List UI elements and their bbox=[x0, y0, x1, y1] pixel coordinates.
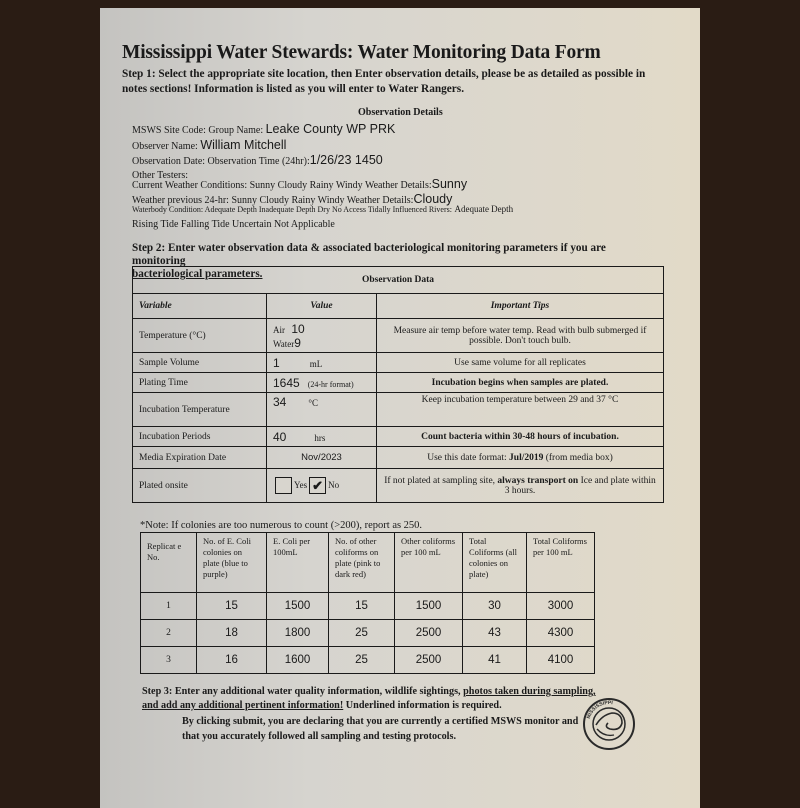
cell-total-colonies[interactable]: 30 bbox=[463, 593, 527, 620]
media-expiration-tip bbox=[377, 447, 664, 469]
sample-volume-unit: mL bbox=[309, 358, 323, 369]
step3-text-end: Underlined information is required. bbox=[343, 700, 502, 711]
air-temp-value[interactable]: 10 bbox=[291, 321, 305, 336]
cell-other-colonies[interactable]: 25 bbox=[329, 647, 395, 674]
sample-volume-value[interactable]: 1 bbox=[273, 355, 280, 370]
temperature-value bbox=[267, 319, 377, 353]
header-total-coliforms-colonies: Total Coliforms (all colonies on plate) bbox=[463, 533, 527, 593]
current-weather-label: Current Weather Conditions: Sunny Cloudy Rainy Windy Weather Details: bbox=[132, 180, 432, 191]
date-line bbox=[132, 153, 383, 167]
media-expiration-label: Media Expiration Date bbox=[133, 447, 267, 469]
check-icon: ✔ bbox=[312, 478, 324, 493]
water-label: Water bbox=[273, 338, 295, 349]
col-tips: Important Tips bbox=[377, 294, 664, 319]
incubation-temp-unit: °C bbox=[308, 398, 318, 408]
sample-volume-tip: Use same volume for all replicates bbox=[377, 353, 664, 373]
header-ecoli-colonies: No. of E. Coli colonies on plate (blue to purple) bbox=[197, 533, 267, 593]
row-plated-onsite bbox=[133, 469, 664, 503]
cell-total-colonies[interactable]: 41 bbox=[463, 647, 527, 674]
step1-instructions: Step 1: Select the appropriate site location, then Enter observation details, please be as detailed as possible in notes sections! Information is listed as you will enter to Water Rangers. bbox=[122, 68, 646, 95]
step3-instructions bbox=[142, 685, 642, 713]
waterbody-value[interactable]: Adequate Depth bbox=[454, 204, 514, 214]
observer-label: Observer Name: bbox=[132, 141, 198, 152]
incubation-period-label: Incubation Periods bbox=[133, 427, 267, 447]
media-expiration-value[interactable]: Nov/2023 bbox=[267, 447, 377, 469]
plating-time-label: Plating Time bbox=[133, 373, 267, 393]
table-row bbox=[141, 647, 595, 674]
plated-onsite-label: Plated onsite bbox=[133, 469, 267, 503]
step3-underlined-2: and add any additional pertinent information! bbox=[142, 700, 344, 711]
header-total-coliforms-per-100ml: Total Coliforms per 100 mL bbox=[527, 533, 595, 593]
incubation-temp-tip: Keep incubation temperature between 29 and 37 °C bbox=[377, 393, 664, 427]
tip-format-example: Jul/2019 bbox=[509, 452, 544, 463]
no-checkbox[interactable] bbox=[309, 477, 326, 494]
tip-text-end: Ice and plate within 3 hours. bbox=[504, 475, 656, 496]
current-weather-value[interactable]: Sunny bbox=[431, 177, 468, 191]
cell-replicate: 2 bbox=[141, 620, 197, 647]
step3-underlined-1: photos taken during sampling, bbox=[463, 686, 596, 697]
sample-volume-cell bbox=[267, 353, 377, 373]
replicate-header-row bbox=[141, 533, 595, 593]
cell-ecoli-colonies[interactable]: 16 bbox=[197, 647, 267, 674]
cell-ecoli-per-100ml[interactable]: 1800 bbox=[267, 620, 329, 647]
yes-checkbox[interactable] bbox=[275, 477, 292, 494]
temperature-tip: Measure air temp before water temp. Read with bulb submerged if possible. Don't touch bulb. bbox=[377, 319, 664, 353]
yes-label: Yes bbox=[294, 479, 308, 490]
cell-other-per-100ml[interactable]: 1500 bbox=[395, 593, 463, 620]
cell-total-per-100ml[interactable]: 3000 bbox=[527, 593, 595, 620]
plated-onsite-cell bbox=[267, 469, 377, 503]
incubation-period-cell bbox=[267, 427, 377, 447]
row-incubation-period bbox=[133, 427, 664, 447]
form-title: Mississippi Water Stewards: Water Monitoring Data Form bbox=[122, 42, 601, 63]
cell-total-per-100ml[interactable]: 4300 bbox=[527, 620, 595, 647]
incubation-period-tip: Count bacteria within 30-48 hours of incubation. bbox=[377, 427, 664, 447]
site-code-label: MSWS Site Code: Group Name: bbox=[132, 125, 264, 136]
incubation-period-value[interactable]: 40 bbox=[273, 429, 287, 444]
incubation-temp-cell bbox=[267, 393, 377, 427]
group-name-value[interactable]: Leake County WP PRK bbox=[265, 122, 396, 136]
incubation-temp-value[interactable]: 34 bbox=[273, 395, 287, 409]
cell-total-colonies[interactable]: 43 bbox=[463, 620, 527, 647]
cell-other-per-100ml[interactable]: 2500 bbox=[395, 647, 463, 674]
col-value: Value bbox=[267, 294, 377, 319]
current-weather-line bbox=[132, 177, 467, 191]
observer-name-value[interactable]: William Mitchell bbox=[200, 138, 287, 152]
step2-text: Step 2: Enter water observation data & associated bacteriological monitoring parameters if you are monitoring bbox=[132, 242, 606, 267]
header-ecoli-per-100ml: E. Coli per 100mL bbox=[267, 533, 329, 593]
colonies-note: *Note: If colonies are too numerous to count (>200), report as 250. bbox=[140, 520, 423, 531]
observation-data-table bbox=[132, 266, 664, 503]
temperature-label: Temperature (°C) bbox=[133, 319, 267, 353]
observer-line bbox=[132, 138, 286, 152]
cell-replicate: 1 bbox=[141, 593, 197, 620]
plating-time-value[interactable]: 1645 bbox=[273, 375, 300, 390]
incubation-temp-label: Incubation Temperature bbox=[133, 393, 267, 427]
cell-ecoli-per-100ml[interactable]: 1600 bbox=[267, 647, 329, 674]
no-label: No bbox=[328, 479, 340, 490]
cell-ecoli-colonies[interactable]: 15 bbox=[197, 593, 267, 620]
header-other-coliforms-colonies: No. of other coliforms on plate (pink to dark red) bbox=[329, 533, 395, 593]
tip-text-end: (from media box) bbox=[543, 452, 613, 463]
step3-text: Step 3: Enter any additional water quality information, wildlife sightings, bbox=[142, 686, 464, 697]
row-temperature bbox=[133, 319, 664, 353]
group-name-line bbox=[132, 122, 395, 136]
mississippi-water-stewards-seal-icon bbox=[582, 697, 636, 751]
plating-time-cell bbox=[267, 373, 377, 393]
row-media-expiration bbox=[133, 447, 664, 469]
tip-text: If not plated at sampling site, bbox=[384, 475, 498, 486]
cell-other-colonies[interactable]: 25 bbox=[329, 620, 395, 647]
table-row bbox=[141, 593, 595, 620]
prev-weather-value[interactable]: Cloudy bbox=[413, 192, 453, 206]
observation-details-heading: Observation Details bbox=[358, 107, 443, 118]
header-replicate: Replicat e No. bbox=[141, 533, 197, 593]
declaration-text: By clicking submit, you are declaring that you are currently a certified MSWS monitor and that you accurately followed all sampling and testing protocols. bbox=[182, 716, 579, 742]
cell-other-colonies[interactable]: 15 bbox=[329, 593, 395, 620]
tip-bold: always transport on bbox=[497, 475, 579, 486]
step2-text-underlined: bacteriological parameters. bbox=[132, 268, 263, 280]
cell-total-per-100ml[interactable]: 4100 bbox=[527, 647, 595, 674]
water-temp-value[interactable]: 9 bbox=[294, 335, 301, 350]
table-row bbox=[141, 620, 595, 647]
other-testers-label: Other Testers: bbox=[132, 170, 189, 181]
cell-ecoli-colonies[interactable]: 18 bbox=[197, 620, 267, 647]
date-label: Observation Date: Observation Time (24hr): bbox=[132, 156, 310, 167]
cell-replicate: 3 bbox=[141, 647, 197, 674]
waterbody-label: Waterbody Condition: Adequate Depth Inadequate Depth Dry No Access Tidally Influenced Rivers: bbox=[132, 205, 452, 214]
plating-time-unit: (24-hr format) bbox=[307, 379, 354, 389]
date-time-value[interactable]: 1/26/23 1450 bbox=[309, 153, 383, 167]
svg-text:MISSISSIPPI: MISSISSIPPI bbox=[585, 699, 614, 720]
observation-data-heading: Observation Data bbox=[133, 267, 664, 294]
incubation-period-unit: hrs bbox=[314, 432, 326, 443]
row-sample-volume bbox=[133, 353, 664, 373]
cell-other-per-100ml[interactable]: 2500 bbox=[395, 620, 463, 647]
replicate-table bbox=[140, 532, 595, 674]
header-other-coliforms-per-100ml: Other coliforms per 100 mL bbox=[395, 533, 463, 593]
sample-volume-label: Sample Volume bbox=[133, 353, 267, 373]
row-plating-time bbox=[133, 373, 664, 393]
air-label: Air bbox=[273, 324, 285, 335]
prev-weather-label: Weather previous 24-hr: Sunny Cloudy Rainy Windy Weather Details: bbox=[132, 195, 414, 206]
tide-options: Rising Tide Falling Tide Uncertain Not Applicable bbox=[132, 219, 335, 230]
plating-time-tip: Incubation begins when samples are plated. bbox=[377, 373, 664, 393]
cell-ecoli-per-100ml[interactable]: 1500 bbox=[267, 593, 329, 620]
col-variable: Variable bbox=[133, 294, 267, 319]
plated-onsite-tip bbox=[377, 469, 664, 503]
waterbody-line bbox=[132, 204, 513, 215]
row-incubation-temp bbox=[133, 393, 664, 427]
tip-text: Use this date format: bbox=[427, 452, 510, 463]
